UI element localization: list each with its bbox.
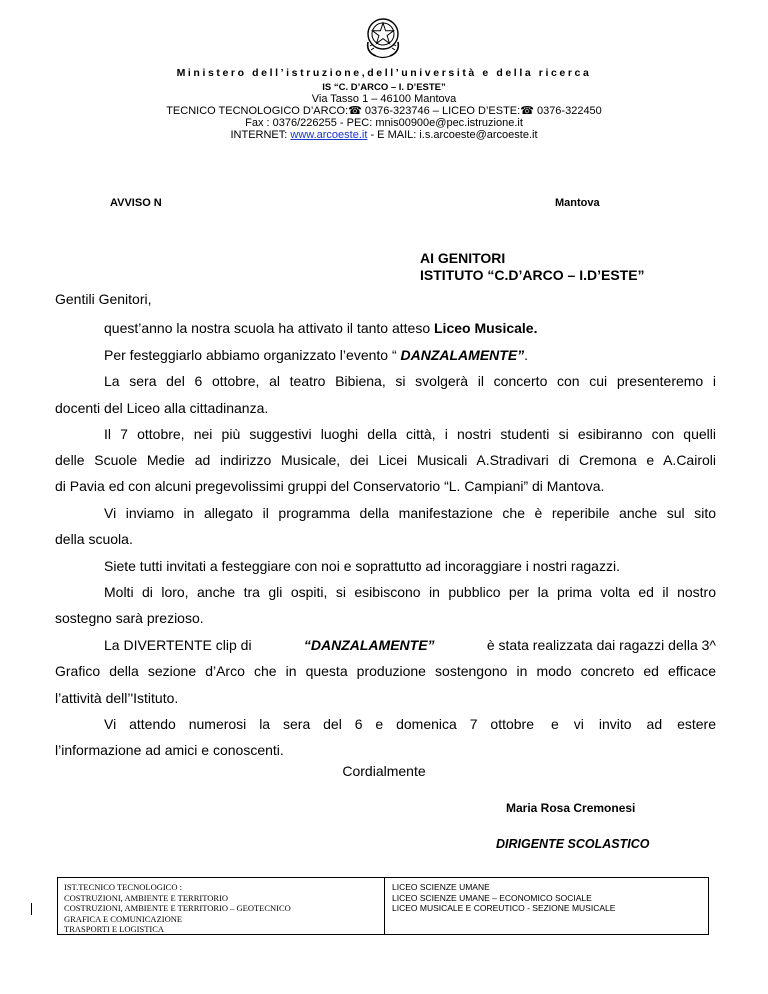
place: Mantova (555, 197, 600, 209)
paragraph-7-line-1: Molti di loro, anche tra gli ospiti, si esibiscono in pubblico per la prima volta ed il nostro (104, 584, 716, 600)
paragraph-2-end: . (524, 347, 529, 363)
paragraph-5-line-2: della scuola. (55, 531, 133, 547)
recipient-line-1: AI GENITORI (420, 250, 506, 266)
paragraph-3-line-2: docenti del Liceo alla cittadinanza. (55, 400, 269, 416)
republic-emblem-icon (362, 14, 404, 60)
closing: Cordialmente (342, 763, 426, 779)
footer-left-item: GRAFICA E COMUNICAZIONE (64, 913, 183, 924)
event-name: DANZALAMENTE” (400, 347, 525, 363)
paragraph-7-line-2: sostegno sarà prezioso. (55, 610, 204, 626)
paragraph-2-text: Per festeggiarlo abbiamo organizzato l’evento “ (104, 347, 401, 363)
greeting: Gentili Genitori, (55, 291, 152, 307)
paragraph-5-line-1: Vi inviamo in allegato il programma della manifestazione che è reperibile anche sul sito (104, 505, 716, 521)
footer-left-item: IST.TECNICO TECNOLOGICO : (64, 882, 182, 892)
margin-mark (31, 903, 32, 915)
ministry-line: Ministero dell’istruzione,dell’università e della ricerca (176, 67, 592, 79)
website-link[interactable]: www.arcoeste.it (290, 129, 368, 141)
paragraph-8-line-1 (104, 636, 716, 655)
fax-pec: Fax : 0376/226255 - PEC: mnis00900e@pec.istruzione.it (245, 117, 523, 129)
footer-right-item: LICEO SCIENZE UMANE (392, 882, 490, 892)
footer-box (57, 877, 709, 935)
paragraph-4-line-3: di Pavia ed con alcuni pregevolissimi gruppi del Conservatorio “L. Campiani” di Mantova. (55, 478, 605, 494)
paragraph-1-text: quest’anno la nostra scuola ha attivato il tanto atteso (104, 320, 434, 336)
paragraph-8-line-2: Grafico della sezione d’Arco che in questa produzione sostengono in modo concreto ed efficace (55, 663, 716, 679)
signer-name: Maria Rosa Cremonesi (506, 801, 636, 815)
footer-left-item: COSTRUZIONI, AMBIENTE E TERRITORIO – GEOTECNICO (64, 903, 291, 913)
signer-role: DIRIGENTE SCOLASTICO (496, 837, 650, 851)
school-address: Via Tasso 1 – 46100 Mantova (311, 93, 457, 105)
paragraph-8-text-c: è stata realizzata dai ragazzi della 3^ (486, 637, 716, 653)
footer-left-list (64, 882, 291, 935)
paragraph-8-text-a: La DIVERTENTE clip di (104, 637, 252, 653)
school-phones: TECNICO TECNOLOGICO D’ARCO:☎ 0376-323746 – LICEO D’ESTE:☎ 0376-322450 (166, 105, 602, 117)
recipient-line-2: ISTITUTO “C.D’ARCO – I.D’ESTE” (420, 267, 645, 283)
internet-line (0, 129, 768, 142)
paragraph-4-line-2: delle Scuole Medie ad indirizzo Musicale, dei Licei Musicali A.Stradivari di Cremona e A.Cairoli (55, 452, 716, 468)
footer-right-list (392, 882, 615, 914)
footer-left-item: COSTRUZIONI, AMBIENTE E TERRITORIO (64, 892, 229, 903)
footer-right-item: LICEO SCIENZE UMANE – ECONOMICO SOCIALE (392, 892, 592, 903)
paragraph-9-text-b: e vi invito ad estere (551, 716, 716, 732)
paragraph-4-line-1: Il 7 ottobre, nei più suggestivi luoghi della città, i nostri studenti si esibiranno con quelli (104, 426, 716, 442)
liceo-musicale: Liceo Musicale. (434, 320, 538, 336)
paragraph-6: Siete tutti invitati a festeggiare con noi e soprattutto ad incoraggiare i nostri ragazzi. (104, 558, 620, 574)
internet-label: INTERNET: (230, 129, 291, 141)
footer-right-item: LICEO MUSICALE E COREUTICO - SEZIONE MUSICALE (392, 903, 616, 913)
paragraph-3-line-1: La sera del 6 ottobre, al teatro Bibiena, si svolgerà il concerto con cui presenteremo i (104, 373, 716, 389)
paragraph-2 (104, 346, 528, 365)
paragraph-9-text-a: Vi attendo numerosi la sera del 6 e domenica 7 ottobre (104, 716, 534, 732)
paragraph-9-line-2: l’informazione ad amici e conoscenti. (55, 742, 284, 758)
email-text: - E MAIL: i.s.arcoeste@arcoeste.it (367, 129, 538, 141)
event-name-2: “DANZALAMENTE” (303, 637, 435, 653)
paragraph-9-line-1 (104, 715, 716, 734)
school-name: IS “C. D’ARCO – I. D’ESTE” (322, 82, 446, 93)
avviso-number: AVVISO N (110, 197, 162, 209)
paragraph-1 (104, 319, 537, 338)
footer-left-item: TRASPORTI E LOGISTICA (64, 924, 165, 934)
paragraph-8-line-3: l’attività dell’'Istituto. (55, 690, 179, 706)
